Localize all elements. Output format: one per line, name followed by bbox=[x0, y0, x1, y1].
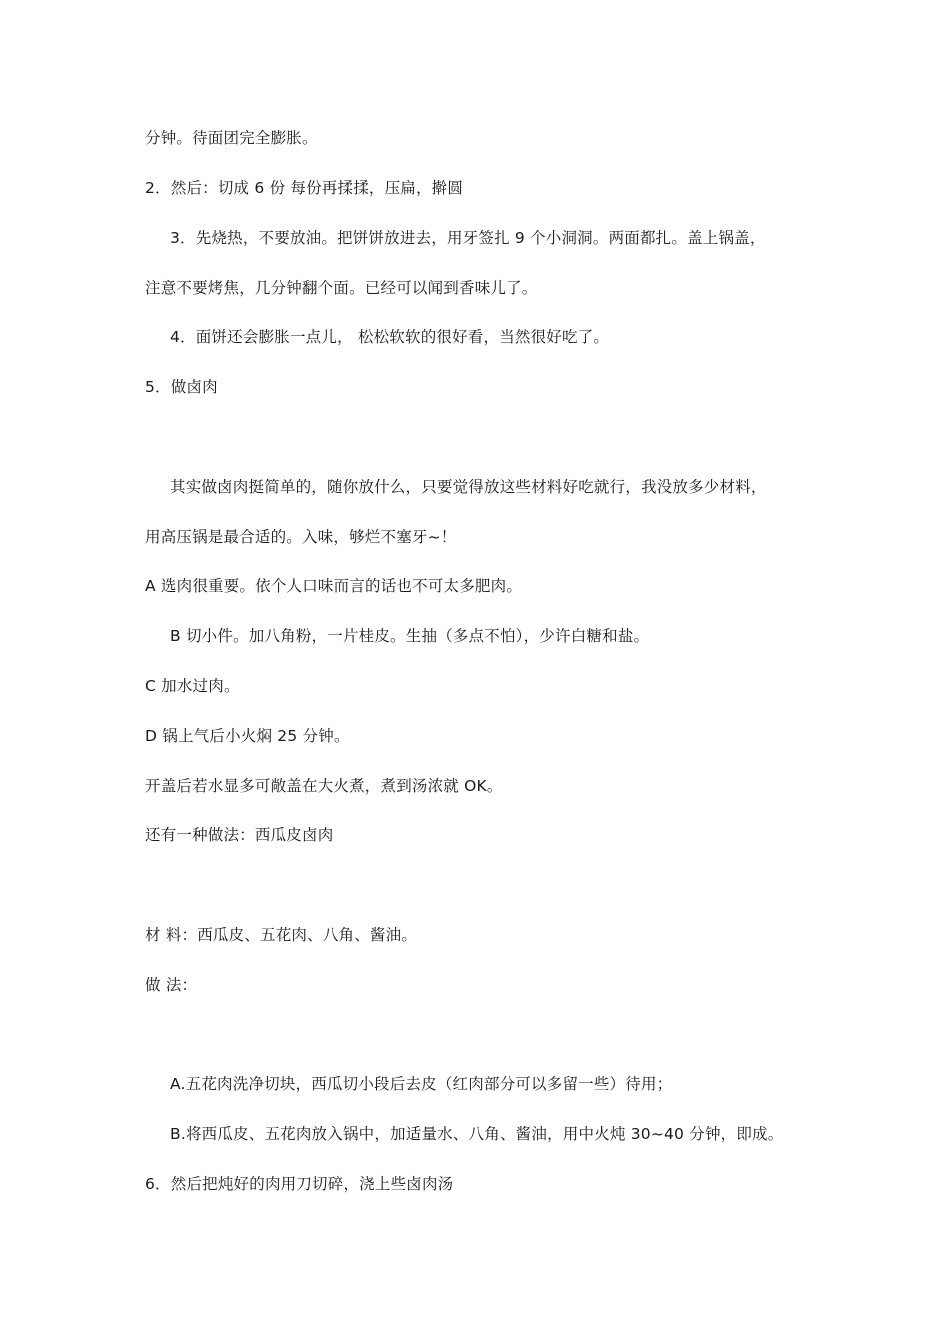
step-3-line: 3．先烧热，不要放油。把饼饼放进去，用牙签扎 9 个小洞洞。两面都扎。盖上锅盖， bbox=[170, 229, 766, 247]
paragraph-line: 其实做卤肉挺简单的，随你放什么，只要觉得放这些材料好吃就行，我没放多少材料， bbox=[170, 478, 767, 496]
list-item-a: A 选肉很重要。依个人口味而言的话也不可太多肥肉。 bbox=[145, 577, 523, 595]
text-line: 注意不要烤焦，几分钟翻个面。已经可以闻到香味儿了。 bbox=[145, 279, 538, 297]
list-item-b: B 切小件。加八角粉，一片桂皮。生抽（多点不怕），少许白糖和盐。 bbox=[170, 627, 650, 645]
method-heading: 做 法： bbox=[145, 976, 198, 994]
list-item-d: D 锅上气后小火焖 25 分钟。 bbox=[145, 727, 350, 745]
paragraph-line: 用高压锅是最合适的。入味，够烂不塞牙~！ bbox=[145, 528, 457, 546]
method-step-a: A.五花肉洗净切块，西瓜切小段后去皮（红肉部分可以多留一些）待用； bbox=[170, 1075, 673, 1093]
text-line: 开盖后若水显多可敞盖在大火煮，煮到汤浓就 OK。 bbox=[145, 777, 503, 795]
ingredients-line: 材 料：西瓜皮、五花肉、八角、酱油。 bbox=[145, 926, 418, 944]
text-line: 还有一种做法：西瓜皮卤肉 bbox=[145, 826, 334, 844]
list-item-c: C 加水过肉。 bbox=[145, 677, 240, 695]
step-6-line: 6．然后把炖好的肉用刀切碎，浇上些卤肉汤 bbox=[145, 1175, 454, 1193]
step-2-line: 2．然后：切成 6 份 每份再揉揉，压扁，擀圆 bbox=[145, 179, 464, 197]
text-line: 分钟。待面团完全膨胀。 bbox=[145, 129, 318, 147]
method-step-b: B.将西瓜皮、五花肉放入锅中，加适量水、八角、酱油，用中火炖 30~40 分钟，即成。 bbox=[170, 1125, 784, 1143]
step-5-heading: 5．做卤肉 bbox=[145, 378, 218, 396]
step-4-line: 4．面饼还会膨胀一点儿， 松松软软的很好看，当然很好吃了。 bbox=[170, 328, 610, 346]
